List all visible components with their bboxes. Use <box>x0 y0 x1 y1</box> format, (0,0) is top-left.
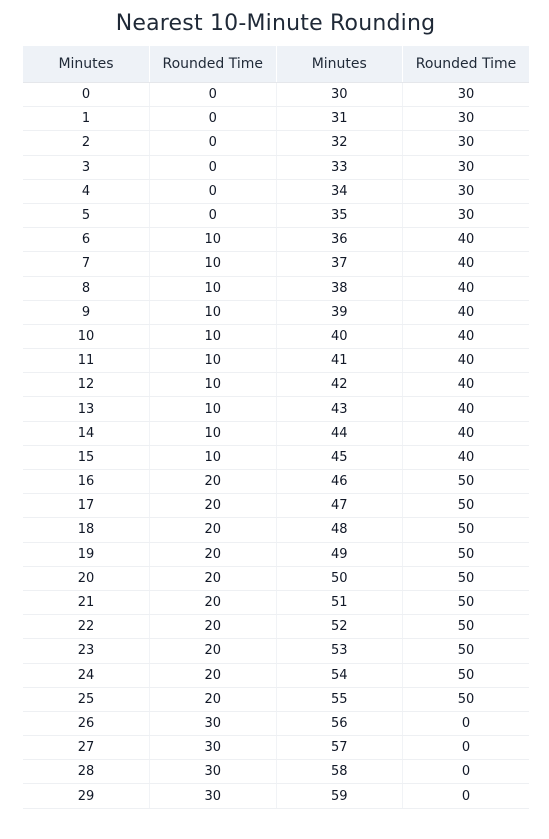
table-row <box>23 663 529 687</box>
cell-rounded-time: 20 <box>150 518 277 542</box>
cell-rounded-time: 0 <box>150 83 277 107</box>
cell-minutes: 24 <box>23 663 150 687</box>
cell-rounded-time: 50 <box>403 590 530 614</box>
cell-rounded-time: 40 <box>403 397 530 421</box>
cell-rounded-time: 10 <box>150 228 277 252</box>
cell-rounded-time: 50 <box>403 518 530 542</box>
table-row <box>23 203 529 227</box>
cell-minutes: 23 <box>23 639 150 663</box>
table-row <box>23 639 529 663</box>
table-row <box>23 324 529 348</box>
cell-minutes: 39 <box>276 300 403 324</box>
cell-minutes: 32 <box>276 131 403 155</box>
cell-rounded-time: 20 <box>150 663 277 687</box>
cell-minutes: 50 <box>276 566 403 590</box>
cell-rounded-time: 40 <box>403 228 530 252</box>
column-header-minutes: Minutes <box>23 46 150 83</box>
cell-rounded-time: 40 <box>403 300 530 324</box>
cell-rounded-time: 30 <box>150 736 277 760</box>
cell-minutes: 7 <box>23 252 150 276</box>
cell-minutes: 20 <box>23 566 150 590</box>
cell-minutes: 0 <box>23 83 150 107</box>
cell-rounded-time: 40 <box>403 324 530 348</box>
cell-minutes: 13 <box>23 397 150 421</box>
cell-minutes: 1 <box>23 107 150 131</box>
cell-minutes: 54 <box>276 663 403 687</box>
cell-rounded-time: 0 <box>150 107 277 131</box>
cell-minutes: 28 <box>23 760 150 784</box>
cell-rounded-time: 40 <box>403 445 530 469</box>
cell-rounded-time: 30 <box>403 203 530 227</box>
cell-minutes: 12 <box>23 373 150 397</box>
cell-minutes: 40 <box>276 324 403 348</box>
cell-minutes: 57 <box>276 736 403 760</box>
cell-minutes: 55 <box>276 687 403 711</box>
cell-rounded-time: 0 <box>403 784 530 808</box>
cell-rounded-time: 0 <box>403 711 530 735</box>
table-row <box>23 687 529 711</box>
cell-minutes: 5 <box>23 203 150 227</box>
cell-minutes: 26 <box>23 711 150 735</box>
cell-minutes: 36 <box>276 228 403 252</box>
cell-rounded-time: 0 <box>403 736 530 760</box>
cell-minutes: 10 <box>23 324 150 348</box>
table-row <box>23 470 529 494</box>
cell-rounded-time: 0 <box>150 203 277 227</box>
cell-minutes: 19 <box>23 542 150 566</box>
cell-minutes: 49 <box>276 542 403 566</box>
cell-minutes: 43 <box>276 397 403 421</box>
cell-rounded-time: 50 <box>403 687 530 711</box>
table-row <box>23 300 529 324</box>
cell-rounded-time: 30 <box>150 760 277 784</box>
cell-rounded-time: 40 <box>403 349 530 373</box>
cell-minutes: 15 <box>23 445 150 469</box>
table-row <box>23 131 529 155</box>
cell-minutes: 34 <box>276 179 403 203</box>
table-body <box>23 83 529 809</box>
cell-minutes: 51 <box>276 590 403 614</box>
table-row <box>23 397 529 421</box>
table-row <box>23 107 529 131</box>
cell-rounded-time: 10 <box>150 300 277 324</box>
cell-minutes: 33 <box>276 155 403 179</box>
cell-minutes: 3 <box>23 155 150 179</box>
cell-minutes: 44 <box>276 421 403 445</box>
cell-rounded-time: 10 <box>150 421 277 445</box>
cell-rounded-time: 20 <box>150 615 277 639</box>
cell-rounded-time: 40 <box>403 421 530 445</box>
cell-rounded-time: 50 <box>403 615 530 639</box>
cell-rounded-time: 50 <box>403 639 530 663</box>
cell-minutes: 53 <box>276 639 403 663</box>
table-header-row <box>23 46 529 83</box>
cell-minutes: 8 <box>23 276 150 300</box>
cell-minutes: 17 <box>23 494 150 518</box>
cell-rounded-time: 20 <box>150 566 277 590</box>
cell-minutes: 42 <box>276 373 403 397</box>
cell-minutes: 14 <box>23 421 150 445</box>
cell-minutes: 25 <box>23 687 150 711</box>
cell-rounded-time: 30 <box>403 107 530 131</box>
cell-rounded-time: 20 <box>150 639 277 663</box>
cell-minutes: 58 <box>276 760 403 784</box>
cell-rounded-time: 20 <box>150 494 277 518</box>
cell-minutes: 48 <box>276 518 403 542</box>
table-row <box>23 542 529 566</box>
table-row <box>23 228 529 252</box>
cell-rounded-time: 20 <box>150 470 277 494</box>
table-row <box>23 736 529 760</box>
cell-minutes: 30 <box>276 83 403 107</box>
cell-minutes: 59 <box>276 784 403 808</box>
cell-rounded-time: 40 <box>403 373 530 397</box>
cell-rounded-time: 50 <box>403 470 530 494</box>
table-row <box>23 518 529 542</box>
table-row <box>23 445 529 469</box>
table-row <box>23 373 529 397</box>
cell-rounded-time: 50 <box>403 663 530 687</box>
cell-rounded-time: 50 <box>403 542 530 566</box>
cell-rounded-time: 10 <box>150 276 277 300</box>
table-row <box>23 784 529 808</box>
table-row <box>23 566 529 590</box>
cell-minutes: 9 <box>23 300 150 324</box>
cell-minutes: 46 <box>276 470 403 494</box>
cell-minutes: 22 <box>23 615 150 639</box>
cell-minutes: 56 <box>276 711 403 735</box>
table-row <box>23 760 529 784</box>
cell-rounded-time: 20 <box>150 542 277 566</box>
table-row <box>23 252 529 276</box>
cell-minutes: 2 <box>23 131 150 155</box>
cell-rounded-time: 10 <box>150 397 277 421</box>
cell-rounded-time: 30 <box>150 711 277 735</box>
cell-minutes: 27 <box>23 736 150 760</box>
cell-minutes: 35 <box>276 203 403 227</box>
cell-rounded-time: 10 <box>150 373 277 397</box>
cell-minutes: 18 <box>23 518 150 542</box>
column-header-rounded-time: Rounded Time <box>150 46 277 83</box>
table-row <box>23 83 529 107</box>
cell-rounded-time: 20 <box>150 687 277 711</box>
cell-rounded-time: 30 <box>403 83 530 107</box>
page-title: Nearest 10-Minute Rounding <box>115 11 436 36</box>
cell-rounded-time: 50 <box>403 494 530 518</box>
cell-rounded-time: 10 <box>150 445 277 469</box>
cell-rounded-time: 50 <box>403 566 530 590</box>
rounding-table <box>23 46 529 809</box>
table-row <box>23 421 529 445</box>
cell-minutes: 38 <box>276 276 403 300</box>
cell-rounded-time: 10 <box>150 349 277 373</box>
table-row <box>23 349 529 373</box>
cell-rounded-time: 40 <box>403 252 530 276</box>
column-header-minutes: Minutes <box>276 46 403 83</box>
cell-rounded-time: 10 <box>150 324 277 348</box>
cell-rounded-time: 20 <box>150 590 277 614</box>
cell-minutes: 11 <box>23 349 150 373</box>
column-header-rounded-time: Rounded Time <box>403 46 530 83</box>
cell-minutes: 29 <box>23 784 150 808</box>
table-row <box>23 615 529 639</box>
cell-minutes: 21 <box>23 590 150 614</box>
cell-minutes: 45 <box>276 445 403 469</box>
table-row <box>23 590 529 614</box>
cell-rounded-time: 10 <box>150 252 277 276</box>
cell-minutes: 16 <box>23 470 150 494</box>
cell-minutes: 37 <box>276 252 403 276</box>
cell-rounded-time: 30 <box>403 155 530 179</box>
cell-rounded-time: 0 <box>150 131 277 155</box>
table-row <box>23 179 529 203</box>
table-row <box>23 494 529 518</box>
cell-minutes: 6 <box>23 228 150 252</box>
cell-minutes: 41 <box>276 349 403 373</box>
cell-rounded-time: 30 <box>403 179 530 203</box>
cell-minutes: 4 <box>23 179 150 203</box>
cell-minutes: 31 <box>276 107 403 131</box>
cell-rounded-time: 0 <box>150 155 277 179</box>
cell-minutes: 47 <box>276 494 403 518</box>
cell-rounded-time: 40 <box>403 276 530 300</box>
table-row <box>23 711 529 735</box>
cell-rounded-time: 30 <box>150 784 277 808</box>
table-row <box>23 155 529 179</box>
cell-rounded-time: 30 <box>403 131 530 155</box>
table-row <box>23 276 529 300</box>
cell-rounded-time: 0 <box>403 760 530 784</box>
cell-minutes: 52 <box>276 615 403 639</box>
cell-rounded-time: 0 <box>150 179 277 203</box>
